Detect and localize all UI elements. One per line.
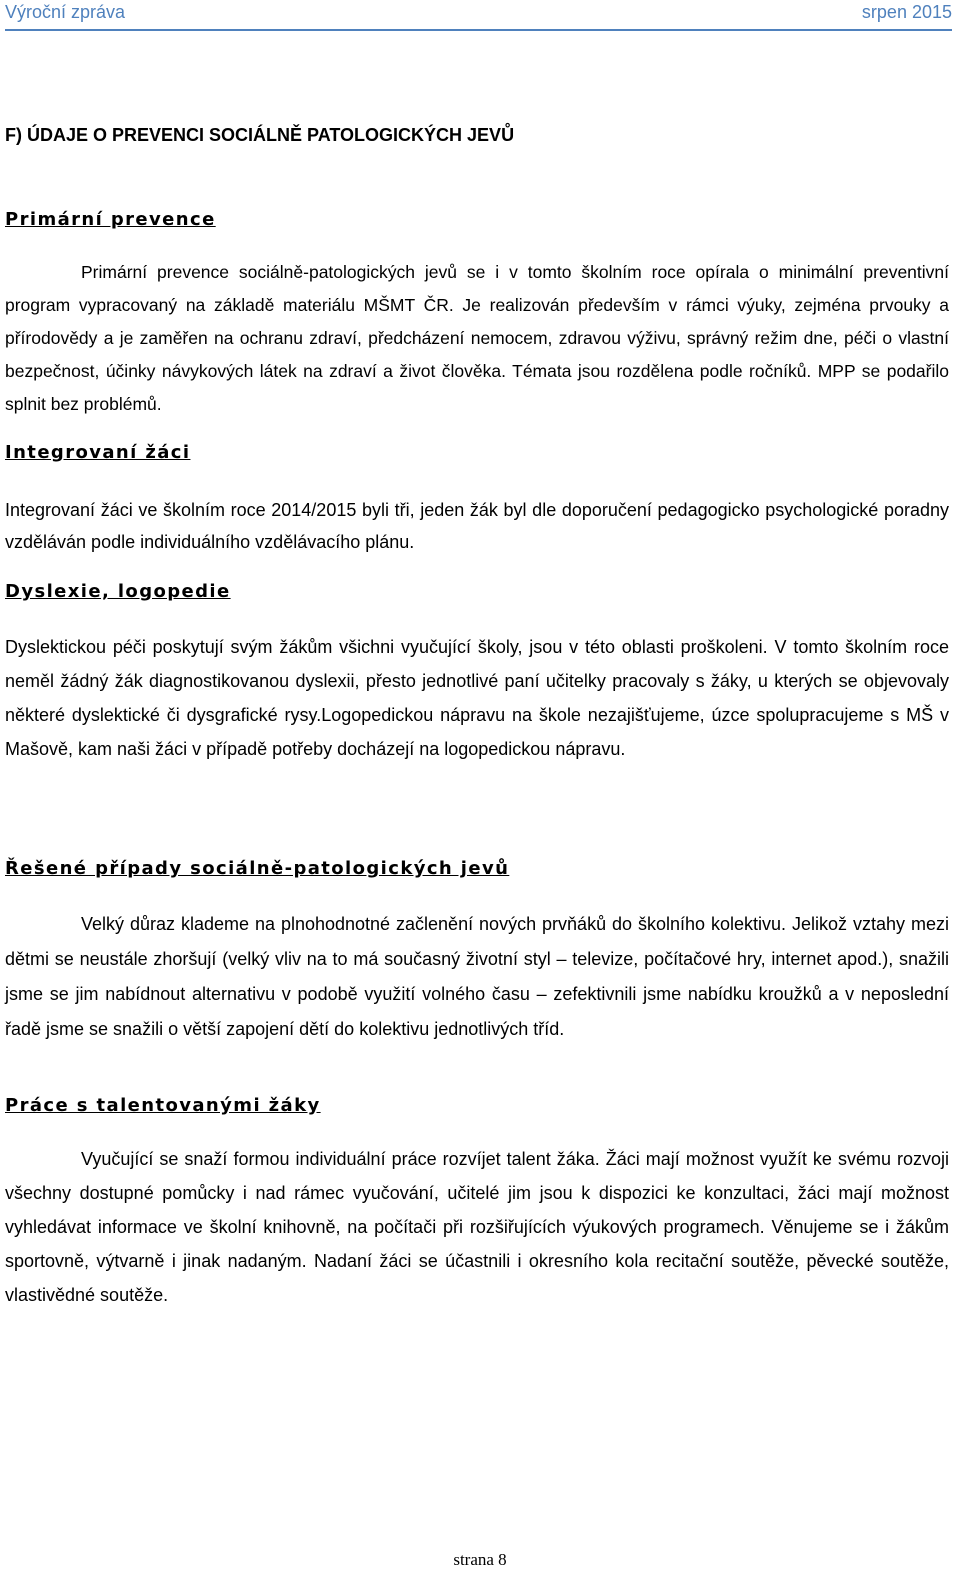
page-number: strana 8 — [453, 1550, 507, 1569]
section-text-dyslexia: Dyslektickou péči poskytují svým žákům všichni vyučující školy, jsou v této oblasti proškoleni. V tomto školním roce neměl žádný žák diagnostikovanou dyslexii, přesto jednotlivé paní učitelky pracovaly s žáky, u kterých se objevovaly některé dyslektické či dysgrafické rysy.Logopedickou nápravu na škole nezajišťujeme, úzce spolupracujeme s MŠ v Mašově, kam naši žáci v případě potřeby docházejí na logopedickou nápravu. — [5, 637, 949, 759]
section-heading-dyslexia: Dyslexie, logopedie — [5, 581, 231, 602]
section-text-talented-pupils: Vyučující se snaží formou individuální práce rozvíjet talent žáka. Žáci mají možnost využít ke svému rozvoji všechny dostupné pomůcky i nad rámec vyučování, učitelé jim jsou k dispozici ke konzultaci, žáci mají možnost vyhledávat informace ve školní knihovně, na počítači při rozšiřujících výukových programech. Věnujeme se i žákům sportovně, výtvarně i jinak nadaným. Nadaní žáci se účastnili i okresního kola recitační soutěže, pěvecké soutěže, vlastivědné soutěže. — [5, 1149, 949, 1305]
section-heading-integrated-pupils: Integrovaní žáci — [5, 442, 191, 463]
header-title: Výroční zpráva — [5, 2, 126, 22]
header-rule — [5, 29, 952, 31]
section-heading-primary-prevention: Primární prevence — [5, 209, 216, 230]
section-text-resolved-cases: Velký důraz klademe na plnohodnotné začlenění nových prvňáků do školního kolektivu. Jelikož vztahy mezi dětmi se neustále zhoršují (velký vliv na to má současný životní styl – televize, počítačové hry, internet apod.), snažili jsme se jim nabídnout alternativu v podobě využití volného času – zefektivnili jsme nabídku kroužků a v neposlední řadě jsme se snažili o větší zapojení dětí do kolektivu jednotlivých tříd. — [5, 914, 949, 1039]
section-text-primary-prevention: Primární prevence sociálně-patologických jevů se i v tomto školním roce opírala o minimální preventivní program vypracovaný na základě materiálu MŠMT ČR. Je realizován především v rámci výuky, zejména prvouky a přírodovědy a je zaměřen na ochranu zdraví, předcházení nemocem, zdravou výživu, správný režim dne, péči o vlastní bezpečnost, účinky návykových látek na zdraví a život člověka. Témata jsou rozdělena podle ročníků. MPP se podařilo splnit bez problémů. — [5, 262, 949, 414]
chapter-title: F) ÚDAJE O PREVENCI SOCIÁLNĚ PATOLOGICKÝCH JEVŮ — [5, 125, 515, 145]
section-heading-talented-pupils: Práce s talentovanými žáky — [5, 1095, 321, 1116]
section-text-integrated-pupils: Integrovaní žáci ve školním roce 2014/2015 byli tři, jeden žák byl dle doporučení pedagogicko psychologické poradny vzděláván podle individuálního vzdělávacího plánu. — [5, 500, 949, 552]
header-date: srpen 2015 — [861, 2, 952, 22]
section-heading-resolved-cases: Řešené případy sociálně-patologických jevů — [5, 858, 510, 879]
page-header — [5, 0, 952, 28]
